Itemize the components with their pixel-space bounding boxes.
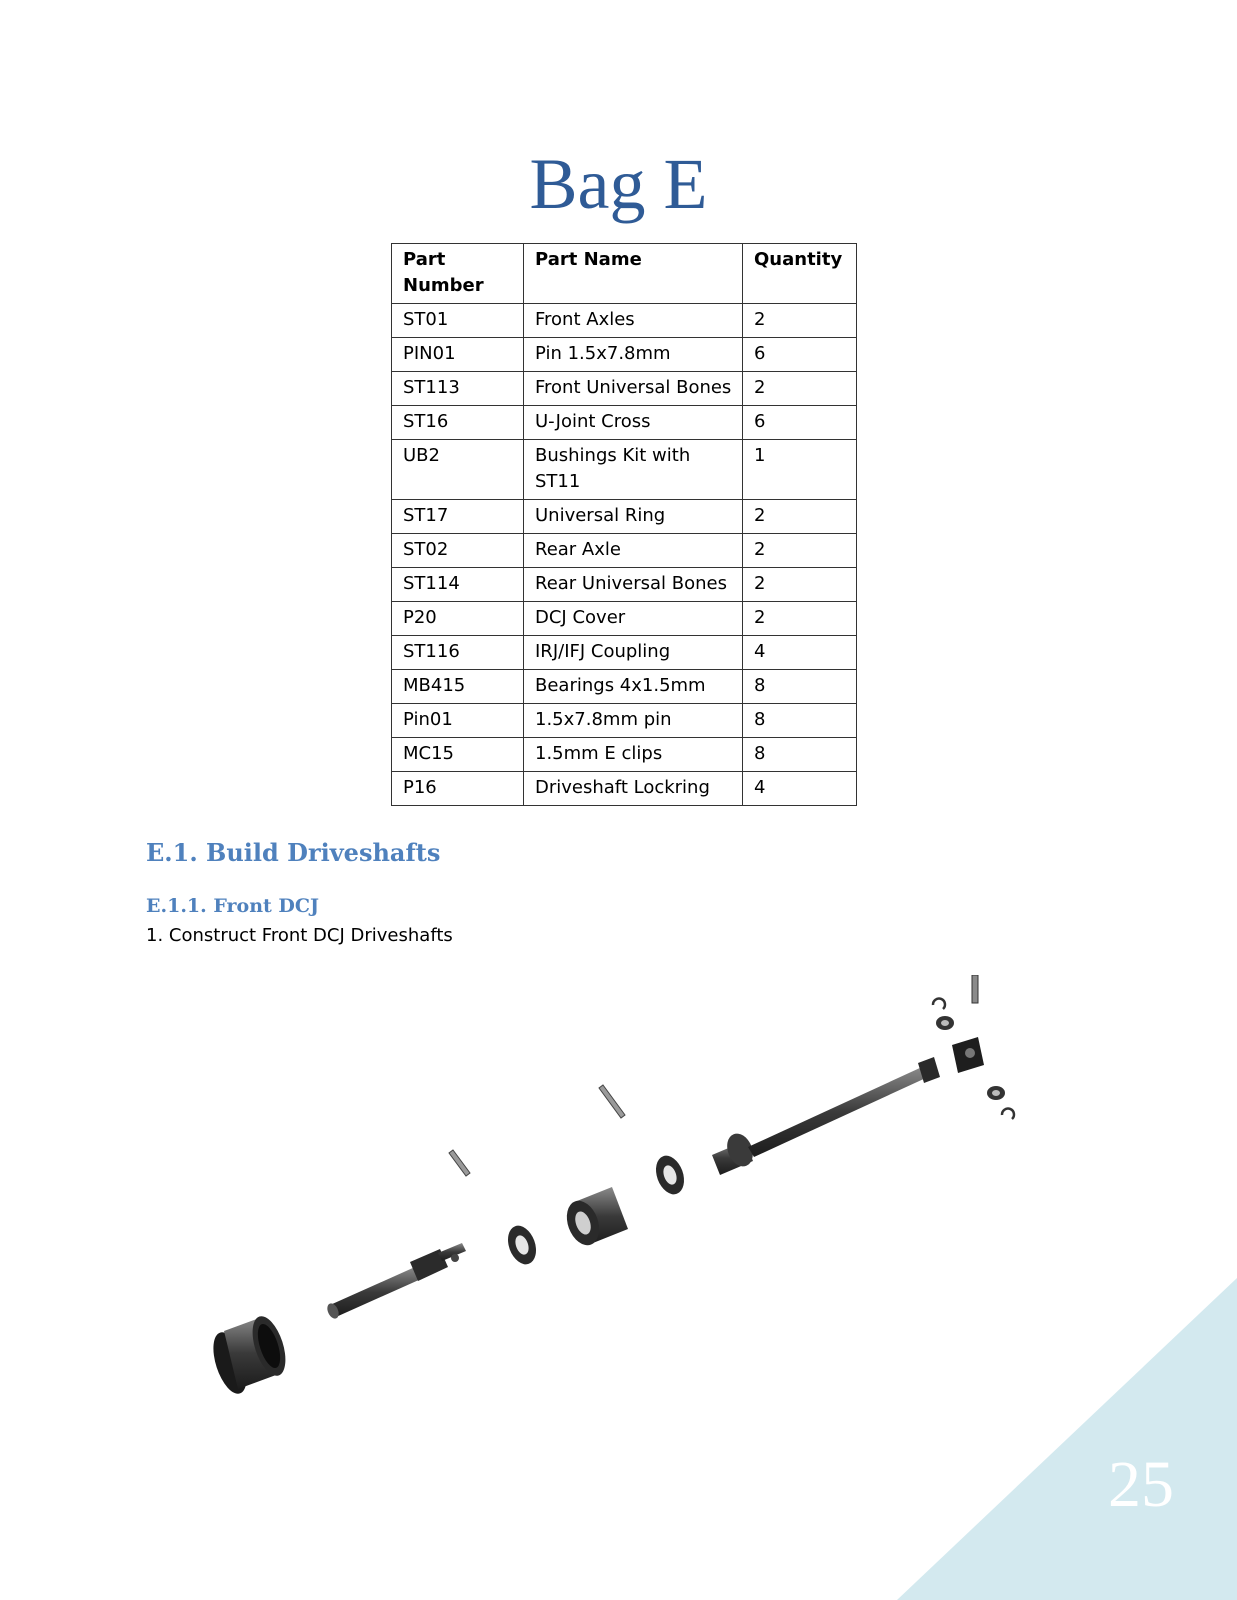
step-text: 1. Construct Front DCJ Driveshafts xyxy=(146,925,453,946)
cell-part-name: Rear Axle xyxy=(524,534,743,568)
u-joint-cross-icon xyxy=(933,999,1014,1119)
table-row xyxy=(392,772,857,806)
cell-part-name: 1.5x7.8mm pin xyxy=(524,704,743,738)
cell-part-name: Universal Ring xyxy=(524,500,743,534)
front-axle-icon xyxy=(325,1243,466,1320)
cell-part-name: U-Joint Cross xyxy=(524,406,743,440)
page-number: 25 xyxy=(1108,1448,1174,1521)
cell-part-number: MB415 xyxy=(392,670,524,704)
cell-part-number: MC15 xyxy=(392,738,524,772)
cell-part-number: ST01 xyxy=(392,304,524,338)
header-part-name: Part Name xyxy=(524,244,743,304)
subsection-heading: E.1.1. Front DCJ xyxy=(146,895,320,917)
coupling-icon xyxy=(561,1187,628,1250)
corner-triangle-decoration xyxy=(897,1278,1237,1600)
cell-part-number: P20 xyxy=(392,602,524,636)
page-title: Bag E xyxy=(529,144,708,224)
cell-quantity: 2 xyxy=(743,372,857,406)
table-row xyxy=(392,500,857,534)
cell-part-name: 1.5mm E clips xyxy=(524,738,743,772)
table-row xyxy=(392,338,857,372)
table-row xyxy=(392,636,857,670)
table-row xyxy=(392,602,857,636)
cell-part-name: DCJ Cover xyxy=(524,602,743,636)
cell-quantity: 8 xyxy=(743,670,857,704)
section-heading: E.1. Build Driveshafts xyxy=(146,838,441,867)
cell-part-number: ST113 xyxy=(392,372,524,406)
table-row xyxy=(392,568,857,602)
cell-part-number: ST16 xyxy=(392,406,524,440)
table-row xyxy=(392,440,857,500)
cell-quantity: 2 xyxy=(743,568,857,602)
universal-bone-icon xyxy=(712,1057,940,1175)
cell-part-number: PIN01 xyxy=(392,338,524,372)
cell-part-number: ST17 xyxy=(392,500,524,534)
table-row xyxy=(392,738,857,772)
cell-part-name: Driveshaft Lockring xyxy=(524,772,743,806)
cell-quantity: 2 xyxy=(743,534,857,568)
cell-quantity: 6 xyxy=(743,406,857,440)
dcj-cover-icon xyxy=(207,1312,292,1395)
cell-part-name: Front Axles xyxy=(524,304,743,338)
cell-part-number: UB2 xyxy=(392,440,524,500)
cell-quantity: 2 xyxy=(743,500,857,534)
cell-quantity: 2 xyxy=(743,304,857,338)
table-row xyxy=(392,372,857,406)
header-quantity: Quantity xyxy=(743,244,857,304)
cell-part-number: Pin01 xyxy=(392,704,524,738)
cell-quantity: 1 xyxy=(743,440,857,500)
cell-part-name: Rear Universal Bones xyxy=(524,568,743,602)
cell-quantity: 6 xyxy=(743,338,857,372)
parts-table xyxy=(391,243,857,806)
cell-quantity: 4 xyxy=(743,636,857,670)
cell-quantity: 2 xyxy=(743,602,857,636)
table-row xyxy=(392,670,857,704)
cell-part-name: IRJ/IFJ Coupling xyxy=(524,636,743,670)
cell-part-number: ST114 xyxy=(392,568,524,602)
pin-icon xyxy=(449,975,978,1176)
cell-part-name: Pin 1.5x7.8mm xyxy=(524,338,743,372)
table-row xyxy=(392,534,857,568)
cell-part-number: P16 xyxy=(392,772,524,806)
table-row xyxy=(392,704,857,738)
cell-part-name: Front Universal Bones xyxy=(524,372,743,406)
table-header-row xyxy=(392,244,857,304)
cell-quantity: 8 xyxy=(743,738,857,772)
cell-part-number: ST02 xyxy=(392,534,524,568)
cell-quantity: 4 xyxy=(743,772,857,806)
cell-part-name: Bushings Kit with ST11 xyxy=(524,440,743,500)
header-part-number: Part Number xyxy=(392,244,524,304)
cell-part-name: Bearings 4x1.5mm xyxy=(524,670,743,704)
table-row xyxy=(392,406,857,440)
table-row xyxy=(392,304,857,338)
cell-part-number: ST116 xyxy=(392,636,524,670)
cell-quantity: 8 xyxy=(743,704,857,738)
